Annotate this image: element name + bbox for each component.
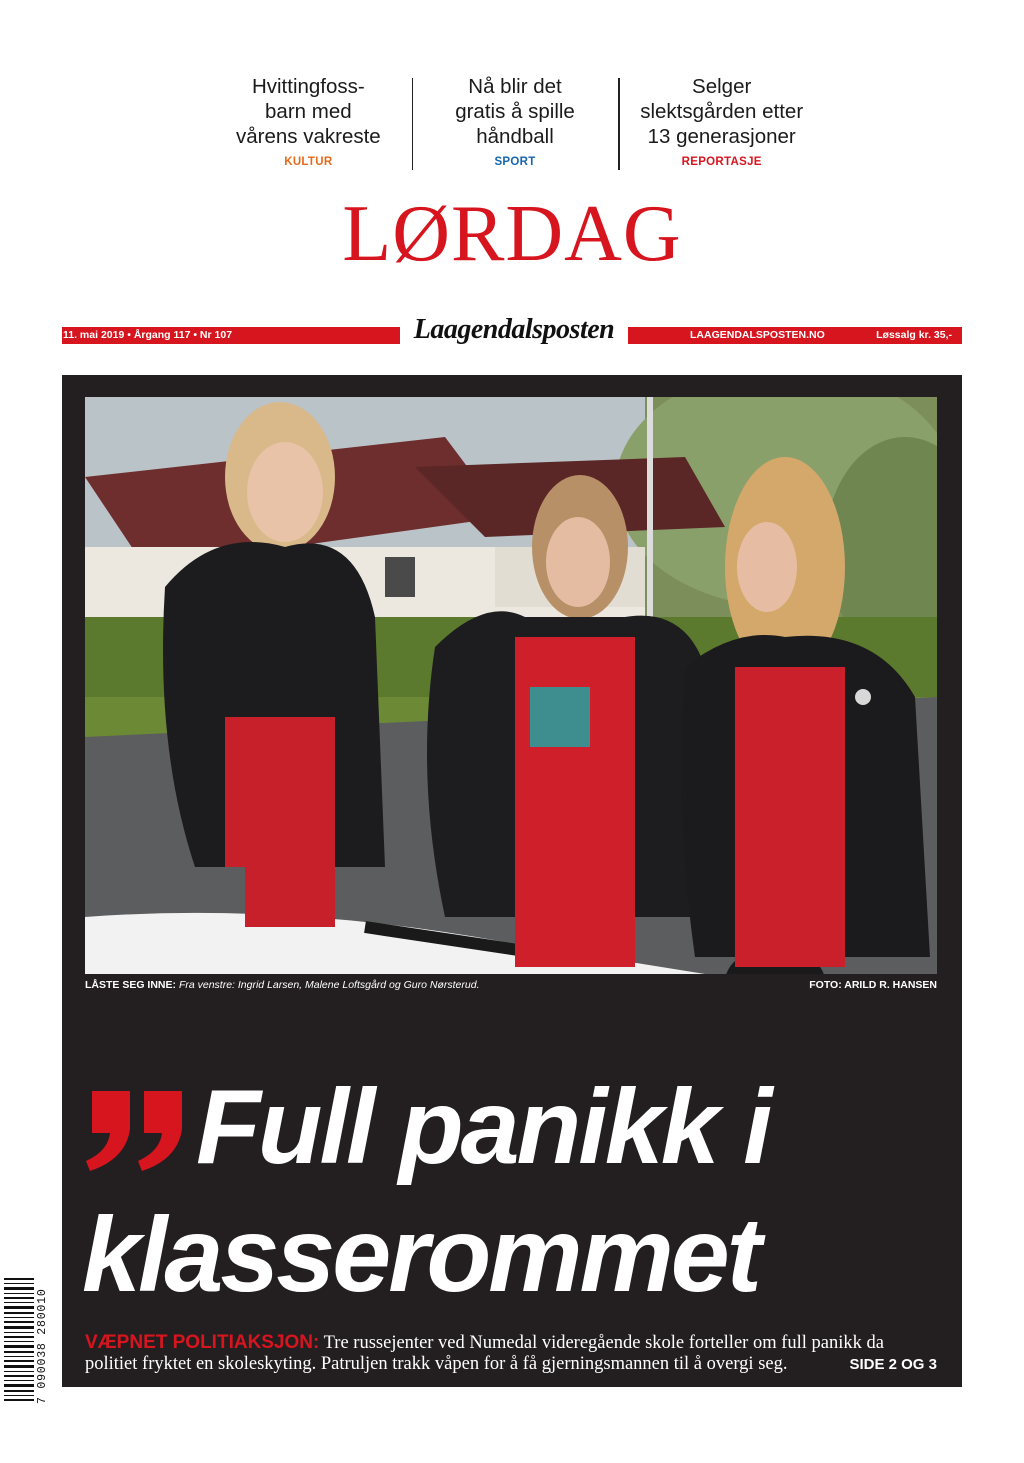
- barcode-icon: [4, 1278, 62, 1402]
- price-label: Løssalg kr. 35,-: [876, 329, 952, 341]
- lead-text: Tre russejenter ved Numedal videregående skole forteller om full panikk da politiet fryktet en skoleskyting. Patruljen trakk våpen for å få gjerningsmannen til å overgi seg.: [85, 1333, 884, 1374]
- teaser-title[interactable]: Selger slektsgården etter 13 generasjoner: [640, 75, 804, 148]
- website-link[interactable]: LAAGENDALSPOSTEN.NO: [690, 329, 825, 341]
- photo-caption: [85, 979, 480, 991]
- cover-photo[interactable]: [85, 397, 937, 974]
- issue-bar: [62, 327, 400, 344]
- newspaper-logo: Laagendalsposten: [413, 314, 615, 345]
- barcode-number: [36, 1276, 50, 1404]
- photo-caption-row: [85, 979, 937, 991]
- lead-paragraph: [85, 1332, 937, 1375]
- teaser-category: SPORT: [494, 156, 536, 168]
- website-bar: [628, 327, 962, 344]
- masthead-title: LØRDAG: [342, 190, 682, 278]
- teaser-sport[interactable]: [412, 74, 619, 174]
- headline-line-1: Full panikk i: [196, 1068, 770, 1186]
- barcode-digits: 7 090038 280010: [36, 1288, 49, 1404]
- main-headline[interactable]: [82, 1067, 952, 1315]
- photo-credit: FOTO: ARILD R. HANSEN: [809, 979, 937, 991]
- teaser-category: REPORTASJE: [681, 156, 762, 168]
- issue-info: 11. mai 2019 • Årgang 117 • Nr 107: [63, 329, 233, 341]
- lead-kicker: VÆPNET POLITIAKSJON:: [85, 1332, 320, 1353]
- teaser-title[interactable]: Nå blir det gratis å spille håndball: [455, 75, 575, 148]
- teaser-reportasje[interactable]: [618, 74, 825, 174]
- page-reference[interactable]: SIDE 2 OG 3: [849, 1356, 937, 1373]
- teaser-title[interactable]: Hvittingfoss- barn med vårens vakreste: [235, 75, 381, 148]
- caption-label: LÅSTE SEG INNE:: [85, 979, 177, 991]
- quote-mark-icon: [82, 1075, 192, 1195]
- cover-story-panel: [62, 375, 962, 1387]
- headline-line-2: klasserommet: [82, 1196, 759, 1314]
- teaser-row: [205, 74, 825, 174]
- teaser-kultur[interactable]: [205, 74, 412, 174]
- teaser-category: KULTUR: [284, 156, 333, 168]
- cover-photo-illustration: [85, 397, 937, 974]
- caption-text: Fra venstre: Ingrid Larsen, Malene Loftsgård og Guro Nørsterud.: [178, 979, 480, 991]
